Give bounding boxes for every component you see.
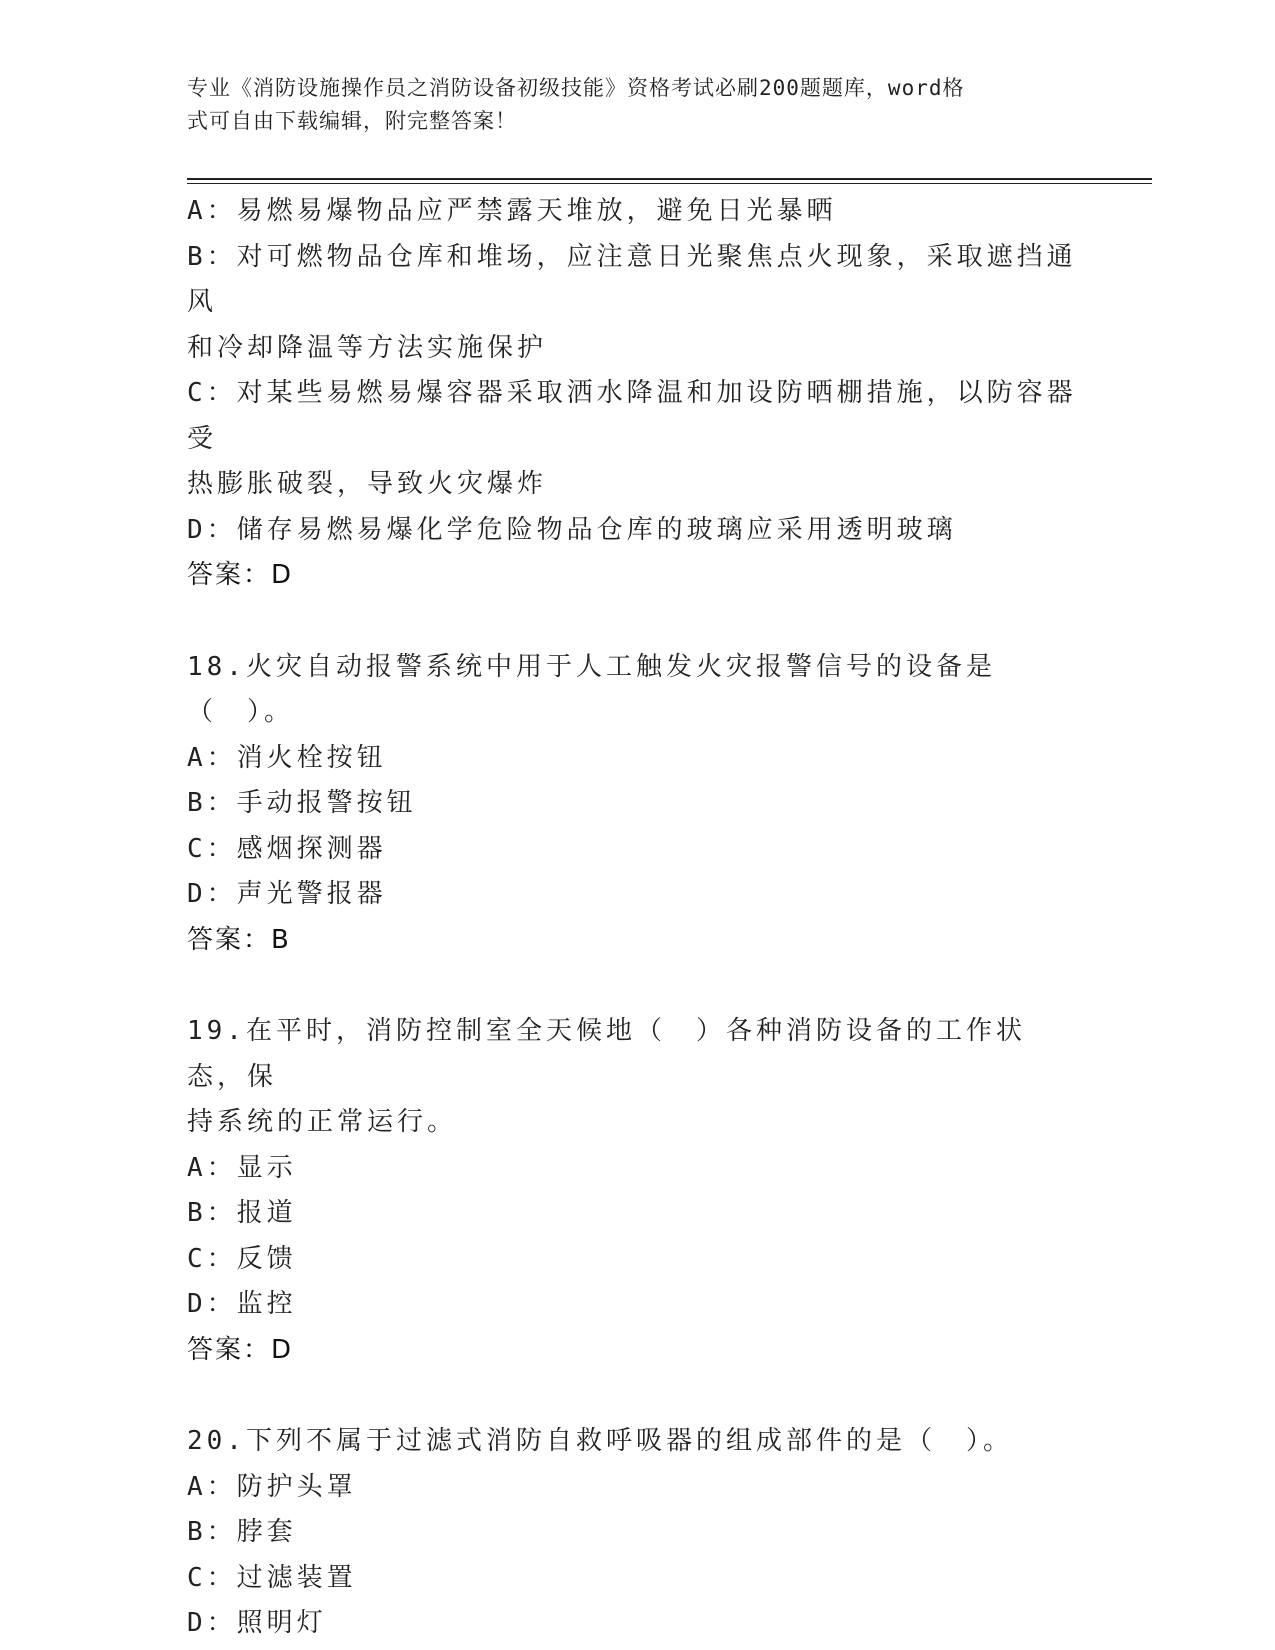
option-c: C：感烟探测器	[187, 833, 387, 864]
answer-label: 答案：B	[187, 924, 291, 955]
option-b: B：对可燃物品仓库和堆场，应注意日光聚焦点火现象，采取遮挡通风	[187, 241, 1077, 317]
option-a: A：防护头罩	[187, 1471, 357, 1502]
option-c-continued: 热膨胀破裂，导致火灾爆炸	[187, 469, 548, 499]
answer-label: 答案：D	[187, 1334, 294, 1365]
option-a: A：显示	[187, 1152, 297, 1183]
header-divider-thin	[187, 183, 1152, 184]
question-block-19	[187, 1009, 1077, 1373]
question-block-17	[187, 189, 1077, 599]
answer-label: 答案：D	[187, 560, 294, 590]
option-c: C：过滤装置	[187, 1562, 357, 1593]
option-b: B：手动报警按钮	[187, 788, 417, 818]
spacer	[187, 1373, 1077, 1419]
document-header	[187, 72, 1067, 138]
question-block-20	[187, 1419, 1077, 1647]
option-d: D：照明灯	[187, 1608, 327, 1638]
option-b-continued: 和冷却降温等方法实施保护	[187, 332, 548, 363]
option-b: B：脖套	[187, 1517, 297, 1547]
header-line-1: 专业《消防设施操作员之消防设备初级技能》资格考试必刷200题题库，word格	[187, 76, 965, 100]
header-divider-thick	[187, 178, 1152, 180]
question-text: 20.下列不属于过滤式消防自救呼吸器的组成部件的是（ ）。	[187, 1426, 1013, 1456]
header-line-2: 式可自由下载编辑，附完整答案！	[187, 109, 517, 133]
question-text: 18.火灾自动报警系统中用于人工触发火灾报警信号的设备是（ ）。	[187, 651, 996, 727]
question-text-continued: 持系统的正常运行。	[187, 1107, 458, 1137]
option-c: C：对某些易燃易爆容器采取洒水降温和加设防晒棚措施，以防容器受	[187, 378, 1077, 454]
question-text: 19.在平时，消防控制室全天候地（ ）各种消防设备的工作状态，保	[187, 1016, 1026, 1092]
question-list	[187, 189, 1077, 1647]
spacer	[187, 963, 1077, 1009]
option-c: C：反馈	[187, 1243, 297, 1274]
option-a: A：消火栓按钮	[187, 742, 387, 773]
option-a: A：易燃易爆物品应严禁露天堆放，避免日光暴晒	[187, 196, 837, 226]
spacer	[187, 599, 1077, 645]
option-d: D：声光警报器	[187, 879, 387, 909]
option-d: D：监控	[187, 1289, 297, 1319]
option-b: B：报道	[187, 1198, 297, 1228]
question-block-18	[187, 645, 1077, 964]
option-d: D：储存易燃易爆化学危险物品仓库的玻璃应采用透明玻璃	[187, 514, 957, 545]
